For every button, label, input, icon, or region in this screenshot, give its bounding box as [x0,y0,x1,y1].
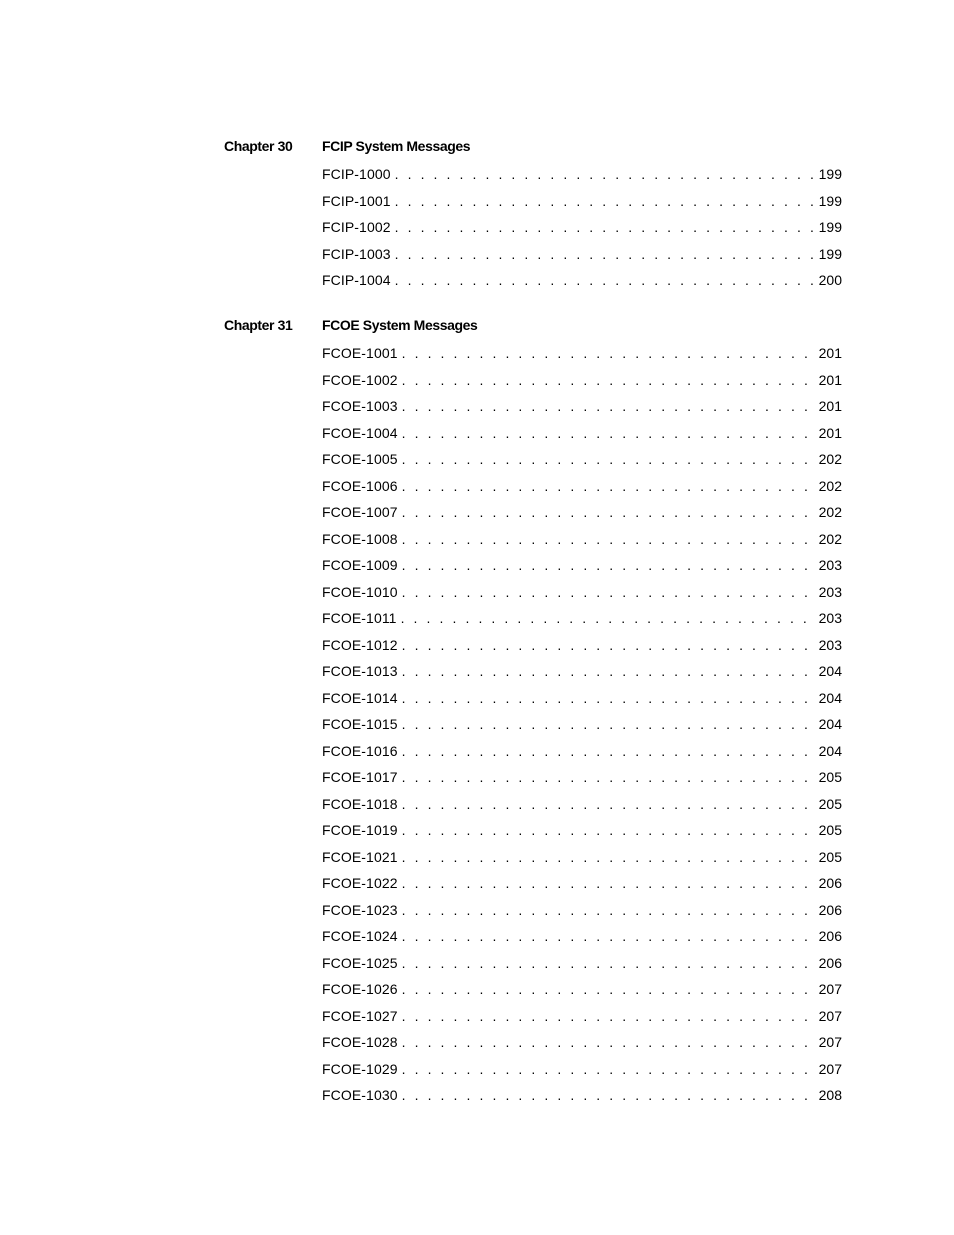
toc-entry-page-number: 202 [818,504,842,520]
toc-entry-page-number: 205 [818,822,842,838]
toc-entry-title: FCOE-1006 [322,477,398,494]
toc-entry-title: FCOE-1003 [322,398,398,414]
toc-entry-page-number: 206 [818,954,842,971]
dot-leader [402,582,817,602]
chapter-title[interactable]: FCOE System Messages [322,317,478,333]
toc-entry[interactable] [322,217,842,244]
chapter-30-section [0,136,954,297]
toc-entry-title: FCOE-1004 [322,424,398,441]
dot-leader [402,1085,817,1105]
toc-entry[interactable] [322,741,842,768]
toc-entry[interactable] [322,164,842,191]
toc-entry-title: FCOE-1027 [322,1007,398,1024]
toc-entry-title: FCOE-1024 [322,928,398,944]
toc-entry[interactable] [322,688,842,715]
toc-entry-title: FCOE-1008 [322,530,398,547]
toc-entry[interactable] [322,582,842,609]
toc-entry-title: FCOE-1007 [322,504,398,520]
dot-leader [402,343,817,363]
toc-entry[interactable] [322,873,842,900]
dot-leader [402,688,817,708]
toc-entry[interactable] [322,979,842,1006]
toc-entry[interactable] [322,794,842,821]
dot-leader [402,741,817,761]
toc-entry[interactable] [322,191,842,218]
toc-entry-title: FCOE-1012 [322,636,398,653]
dot-leader [402,926,817,946]
dot-leader [402,847,817,867]
toc-entry-page-number: 199 [818,166,842,182]
dot-leader [402,900,817,920]
toc-entry[interactable] [322,608,842,635]
toc-entry[interactable] [322,1085,842,1112]
toc-entry-title: FCIP-1000 [322,166,391,182]
dot-leader [401,608,817,628]
toc-entry-page-number: 203 [818,610,842,626]
dot-leader [402,979,817,999]
toc-entry[interactable] [322,767,842,794]
toc-entry-page-number: 204 [818,689,842,706]
toc-entry-page-number: 203 [818,557,842,573]
toc-entry-page-number: 201 [818,371,842,388]
toc-entry[interactable] [322,847,842,874]
toc-entry-title: FCIP-1001 [322,192,391,209]
toc-entry-page-number: 199 [818,219,842,235]
toc-entry-title: FCOE-1009 [322,557,398,573]
toc-entry-title: FCIP-1002 [322,219,391,235]
toc-entry-page-number: 199 [818,245,842,262]
toc-entry-title: FCOE-1001 [322,345,398,361]
toc-entry-title: FCOE-1002 [322,371,398,388]
toc-entry-page-number: 205 [818,769,842,785]
dot-leader [402,661,817,681]
toc-entry-title: FCOE-1005 [322,451,398,467]
toc-entry[interactable] [322,953,842,980]
dot-leader [402,820,817,840]
toc-entry-title: FCOE-1019 [322,822,398,838]
toc-entry[interactable] [322,343,842,370]
toc-entry-title: FCOE-1025 [322,954,398,971]
toc-entry-page-number: 199 [818,192,842,209]
toc-entry-title: FCOE-1022 [322,875,398,891]
toc-entry-title: FCOE-1014 [322,689,398,706]
toc-entry-page-number: 201 [818,398,842,414]
toc-entry-page-number: 206 [818,901,842,918]
toc-entry[interactable] [322,529,842,556]
toc-entry[interactable] [322,423,842,450]
toc-entry[interactable] [322,449,842,476]
toc-entry-title: FCOE-1023 [322,901,398,918]
dot-leader [395,217,817,237]
toc-entry[interactable] [322,244,842,271]
toc-entry[interactable] [322,714,842,741]
toc-entry-page-number: 202 [818,451,842,467]
toc-entry-page-number: 206 [818,875,842,891]
toc-entry-page-number: 207 [818,1034,842,1050]
dot-leader [402,767,817,787]
toc-entry-page-number: 207 [818,1007,842,1024]
toc-entry-page-number: 206 [818,928,842,944]
toc-entry-page-number: 205 [818,795,842,812]
toc-entry-title: FCIP-1004 [322,272,391,288]
dot-leader [402,502,817,522]
toc-entry-page-number: 203 [818,583,842,600]
toc-entry-page-number: 207 [818,981,842,997]
chapter-label: Chapter 30 [224,138,293,154]
dot-leader [402,555,817,575]
dot-leader [395,270,817,290]
chapter-label: Chapter 31 [224,317,293,333]
toc-entry-page-number: 202 [818,530,842,547]
toc-entry-title: FCOE-1010 [322,583,398,600]
toc-entry-title: FCOE-1017 [322,769,398,785]
dot-leader [402,529,817,549]
dot-leader [402,370,817,390]
dot-leader [402,635,817,655]
toc-entry[interactable] [322,635,842,662]
chapter-31-section [0,315,954,1112]
toc-entry[interactable] [322,270,842,297]
toc-entry-page-number: 205 [818,848,842,865]
dot-leader [402,449,817,469]
toc-entry[interactable] [322,396,842,423]
toc-entry[interactable] [322,900,842,927]
toc-entry[interactable] [322,555,842,582]
toc-entry-page-number: 201 [818,424,842,441]
toc-entry-title: FCOE-1026 [322,981,398,997]
toc-entry-title: FCOE-1021 [322,848,398,865]
dot-leader [402,1032,817,1052]
toc-entry-title: FCOE-1015 [322,716,398,732]
dot-leader [402,1059,817,1079]
chapter-heading [0,315,954,335]
dot-leader [402,476,817,496]
toc-entry[interactable] [322,926,842,953]
toc-entry-page-number: 207 [818,1060,842,1077]
toc-entry-title: FCOE-1013 [322,663,398,679]
toc-entry-page-number: 204 [818,742,842,759]
toc-entry-title: FCOE-1028 [322,1034,398,1050]
dot-leader [402,794,817,814]
dot-leader [402,423,817,443]
toc-entry-title: FCOE-1011 [322,610,397,626]
dot-leader [395,244,817,264]
toc-entry[interactable] [322,1032,842,1059]
dot-leader [402,714,817,734]
toc-entry-title: FCOE-1018 [322,795,398,812]
dot-leader [395,191,817,211]
toc-entry[interactable] [322,370,842,397]
toc-entry-page-number: 202 [818,477,842,494]
toc-entry-page-number: 204 [818,663,842,679]
toc-entry-page-number: 203 [818,636,842,653]
toc-entry-title: FCOE-1030 [322,1087,398,1103]
toc-entry[interactable] [322,1006,842,1033]
toc-entry-title: FCOE-1029 [322,1060,398,1077]
dot-leader [402,873,817,893]
toc-entry[interactable] [322,820,842,847]
chapter-title[interactable]: FCIP System Messages [322,138,471,154]
toc-entry-title: FCIP-1003 [322,245,391,262]
toc-entry-page-number: 204 [818,716,842,732]
toc-entry-page-number: 200 [818,272,842,288]
toc-entry[interactable] [322,1059,842,1086]
toc-entry-title: FCOE-1016 [322,742,398,759]
toc-entry[interactable] [322,661,842,688]
dot-leader [395,164,817,184]
toc-entry-page-number: 201 [818,345,842,361]
toc-entry-list [322,343,842,1112]
toc-entry-list [322,164,842,297]
toc-entry-page-number: 208 [818,1087,842,1103]
toc-entry[interactable] [322,502,842,529]
dot-leader [402,396,817,416]
chapter-heading [0,136,954,156]
dot-leader [402,953,817,973]
dot-leader [402,1006,817,1026]
toc-entry[interactable] [322,476,842,503]
